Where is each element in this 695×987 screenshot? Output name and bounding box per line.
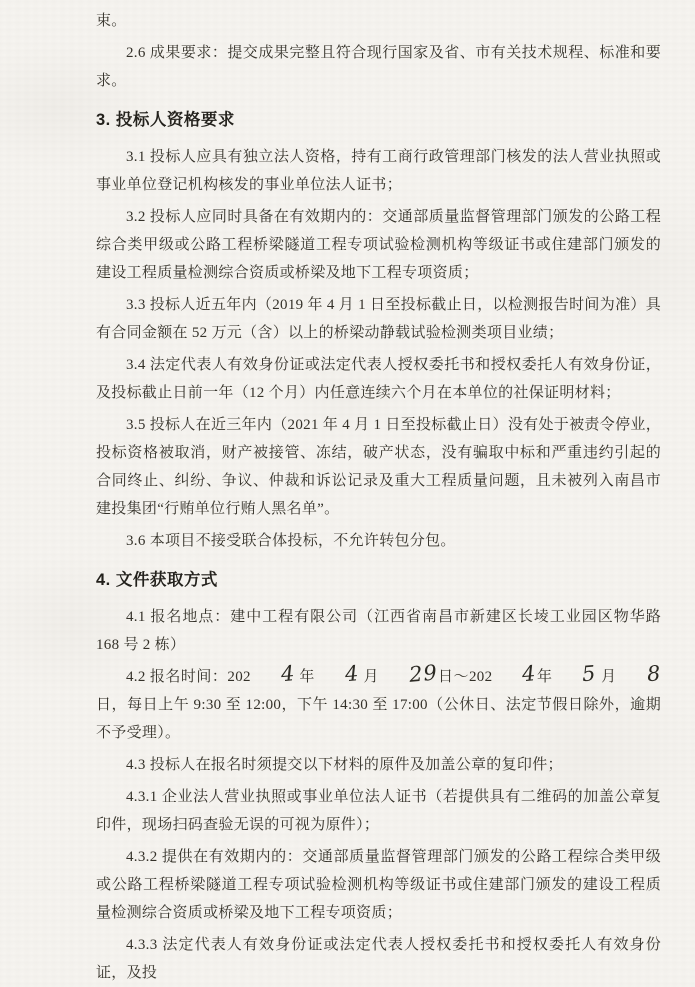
paragraph [96,527,661,555]
text-run: 日～202 [437,669,493,685]
paragraph [96,783,661,839]
handwritten-date-digit: 4 [343,661,361,687]
handwritten-date-digit: 4 [279,661,297,687]
text-run: 月 [359,669,380,685]
paragraph [96,931,661,987]
handwritten-date-digit: 8 [645,661,663,687]
handwritten-date-digit: 29 [408,660,439,687]
section-heading [96,106,661,134]
handwritten-date-digit: 5 [581,661,598,687]
paragraph [96,411,661,523]
text-run: 4.3.2 提供在有效期内的：交通部质量监督管理部门颁发的公路工程综合类甲级或公路工程桥梁隧道工程专项试验检测机构等级证书或住建部门颁发的建设工程质量检测综合资质或桥梁及地下工程专项资质； [96,849,661,921]
text-run: 3.1 投标人应具有独立法人资格，持有工商行政管理部门核发的法人营业执照或事业单位登记机构核发的事业单位法人证书； [96,149,661,193]
text-run: 3.4 法定代表人有效身份证或法定代表人授权委托书和授权委托人有效身份证，及投标截止日前一年（12 个月）内任意连续六个月在本单位的社保证明材料； [96,357,661,401]
text-run: 月 [596,669,617,685]
text-run: 束。 [96,13,127,29]
text-run: 4.2 报名时间：202 [126,669,251,685]
text-run: 3. 投标人资格要求 [96,111,235,129]
text-run: 4. 文件获取方式 [96,571,218,589]
text-run: 日，每日上午 9:30 至 12:00，下午 14:30 至 17:00（公休日、法定节假日除外，逾期不予受理）。 [96,697,661,741]
section-heading [96,566,661,594]
paragraph [96,291,661,347]
text-run: 3.2 投标人应同时具备在有效期内的：交通部质量监督管理部门颁发的公路工程综合类甲级或公路工程桥梁隧道工程专项试验检测机构等级证书或住建部门颁发的建设工程质量检测综合资质或桥梁及地下工程专项资质； [96,209,661,281]
text-run: 4.3.1 企业法人营业执照或事业单位法人证书（若提供具有二维码的加盖公章复印件，现场扫码查验无误的可视为原件）； [96,789,661,833]
text-run: 2.6 成果要求：提交成果完整且符合现行国家及省、市有关技术规程、标准和要求。 [96,45,661,89]
paragraph [96,7,661,35]
text-run: 3.3 投标人近五年内（2019 年 4 月 1 日至投标截止日，以检测报告时间为准）具有合同金额在 52 万元（含）以上的桥梁动静载试验检测类项目业绩； [96,297,661,341]
paragraph [96,603,661,659]
paragraph [96,660,663,747]
paragraph [96,39,661,95]
text-run: 年 [295,669,315,685]
text-run: 4.3 投标人在报名时须提交以下材料的原件及加盖公章的复印件； [126,757,563,773]
paragraph [96,351,661,407]
paragraph [96,843,661,927]
paragraph [96,203,661,287]
paragraph [96,751,661,779]
text-run: 4.3.3 法定代表人有效身份证或法定代表人授权委托书和授权委托人有效身份证，及投 [96,937,661,981]
text-run: 年 [536,669,553,685]
paragraph [96,143,661,199]
handwritten-date-digit: 4 [521,661,538,687]
text-run: 3.6 本项目不接受联合体投标，不允许转包分包。 [126,533,456,549]
text-run: 4.1 报名地点：建中工程有限公司（江西省南昌市新建区长堎工业园区物华路 168 号 2 栋） [96,609,661,653]
text-run: 3.5 投标人在近三年内（2021 年 4 月 1 日至投标截止日）没有处于被责令停业，投标资格被取消，财产被接管、冻结，破产状态，没有骗取中标和严重违约引起的合同终止、纠纷、争议、仲裁和诉讼记录及重大工程质量问题，且未被列入南昌市建投集团“行贿单位行贿人黑名单”。 [96,417,661,517]
